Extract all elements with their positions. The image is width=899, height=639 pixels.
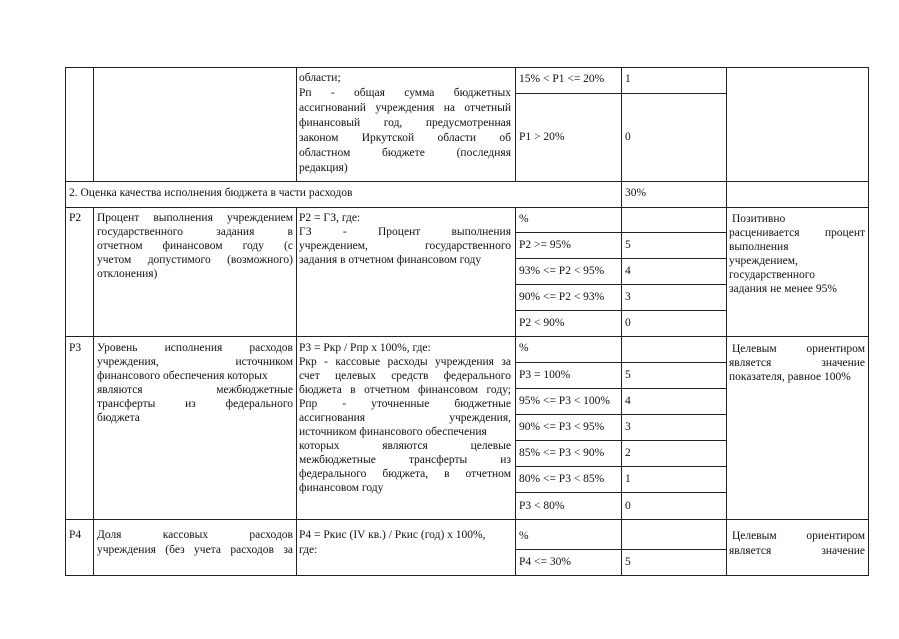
note-line: Целевым ориентиром bbox=[732, 343, 865, 355]
table-border-bottom bbox=[65, 575, 869, 576]
formula-line: Р2 = ГЗ, где: bbox=[299, 212, 361, 224]
note-line: является значение bbox=[729, 545, 865, 557]
grid-line bbox=[515, 284, 727, 285]
note-line: Позитивно bbox=[732, 213, 786, 225]
grid-line bbox=[296, 336, 297, 520]
note-line: является значение bbox=[729, 357, 865, 369]
grid-line bbox=[296, 519, 297, 576]
formula-line: счет целевых средств федерального bbox=[299, 370, 511, 382]
condition-points: 1 bbox=[625, 73, 631, 85]
grid-line bbox=[65, 207, 869, 208]
unit-label: % bbox=[519, 213, 529, 225]
grid-line bbox=[621, 519, 622, 576]
name-line: Доля кассовых расходов bbox=[97, 529, 293, 541]
name-line: бюджета bbox=[97, 412, 140, 424]
note-line: задания не менее 95% bbox=[729, 283, 837, 295]
condition-range: P3 = 100% bbox=[519, 369, 571, 381]
condition-range: P2 >= 95% bbox=[519, 239, 571, 251]
condition-range: P3 < 80% bbox=[519, 500, 565, 512]
grid-line bbox=[93, 67, 94, 181]
grid-line bbox=[515, 519, 516, 576]
formula-line: Ркр - кассовые расходы учреждения за bbox=[299, 356, 511, 368]
condition-range: 80% <= P3 < 85% bbox=[519, 473, 605, 485]
name-line: отклонения) bbox=[97, 268, 158, 280]
table-border-left bbox=[65, 67, 66, 576]
formula-line: Рп - общая сумма бюджетных bbox=[299, 87, 511, 99]
condition-points: 3 bbox=[625, 291, 631, 303]
note-line: учреждением, bbox=[729, 255, 798, 267]
formula-line: бюджета в отчетном финансовом году; bbox=[299, 384, 511, 396]
grid-line bbox=[515, 310, 727, 311]
condition-points: 0 bbox=[625, 317, 631, 329]
grid-line bbox=[515, 440, 727, 441]
formula-line: которых являются целевые bbox=[299, 440, 511, 452]
grid-line bbox=[621, 207, 622, 337]
formula-line: учреждением, государственного bbox=[299, 240, 511, 252]
grid-line bbox=[515, 549, 727, 550]
condition-range: 90% <= P2 < 93% bbox=[519, 291, 605, 303]
note-line: расценивается процент bbox=[729, 227, 865, 239]
condition-range: P4 <= 30% bbox=[519, 556, 571, 568]
condition-points: 4 bbox=[625, 265, 631, 277]
formula-line: Рпр - уточненные бюджетные bbox=[299, 398, 511, 410]
formula-line: финансовом году bbox=[299, 482, 384, 494]
condition-points: 5 bbox=[625, 239, 631, 251]
grid-line bbox=[726, 207, 727, 337]
grid-line bbox=[65, 519, 869, 520]
condition-points: 4 bbox=[625, 395, 631, 407]
formula-line: ассигнований учреждения на отчетный bbox=[299, 102, 511, 114]
grid-line bbox=[621, 67, 622, 181]
grid-line bbox=[621, 181, 622, 208]
name-line: отчетном финансовом году (с bbox=[97, 240, 293, 252]
condition-points: 0 bbox=[625, 500, 631, 512]
formula-line: где: bbox=[299, 544, 318, 556]
grid-line bbox=[515, 93, 727, 94]
unit-label: % bbox=[519, 342, 529, 354]
indicator-code: Р3 bbox=[69, 342, 82, 354]
grid-line bbox=[726, 181, 727, 208]
indicator-code: Р2 bbox=[69, 212, 82, 224]
formula-line: федерального бюджета, в отчетном bbox=[299, 468, 511, 480]
condition-range: P2 < 90% bbox=[519, 317, 565, 329]
name-line: Процент выполнения учреждением bbox=[97, 212, 293, 224]
formula-line: Р4 = Ркис (IV кв.) / Ркис (год) х 100%, bbox=[299, 529, 486, 541]
grid-line bbox=[93, 519, 94, 576]
name-line: учетом допустимого (возможного) bbox=[97, 254, 293, 266]
name-line: Уровень исполнения расходов bbox=[97, 342, 293, 354]
grid-line bbox=[515, 207, 516, 337]
name-line: финансового обеспечения которых bbox=[97, 370, 268, 382]
note-line: выполнения bbox=[729, 241, 789, 253]
table-border-top bbox=[65, 67, 869, 68]
formula-line: ассигнования учреждения, bbox=[299, 412, 511, 424]
grid-line bbox=[93, 207, 94, 337]
grid-line bbox=[515, 258, 727, 259]
formula-line: области; bbox=[299, 72, 341, 84]
grid-line bbox=[515, 67, 516, 181]
indicator-code: Р4 bbox=[69, 529, 82, 541]
formula-line: редакция) bbox=[299, 162, 348, 174]
table-border-right bbox=[868, 67, 869, 576]
condition-range: 90% <= P3 < 95% bbox=[519, 421, 605, 433]
formula-line: Р3 = Ркр / Рпр х 100%, где: bbox=[299, 342, 431, 354]
condition-range: P1 > 20% bbox=[519, 131, 565, 143]
name-line: трансферты из федерального bbox=[97, 398, 293, 410]
grid-line bbox=[93, 336, 94, 520]
grid-line bbox=[515, 466, 727, 467]
grid-line bbox=[726, 519, 727, 576]
grid-line bbox=[515, 362, 727, 363]
condition-points: 5 bbox=[625, 369, 631, 381]
unit-label: % bbox=[519, 530, 529, 542]
note-line: Целевым ориентиром bbox=[732, 530, 865, 542]
condition-range: 95% <= P3 < 100% bbox=[519, 395, 611, 407]
grid-line bbox=[515, 388, 727, 389]
name-line: государственного задания в bbox=[97, 226, 293, 238]
name-line: являются межбюджетные bbox=[97, 384, 293, 396]
section-title: 2. Оценка качества исполнения бюджета в части расходов bbox=[69, 187, 353, 199]
formula-line: задания в отчетном финансовом году bbox=[299, 254, 482, 266]
grid-line bbox=[515, 232, 727, 233]
formula-line: межбюджетные трансферты из bbox=[299, 454, 511, 466]
formula-line: ГЗ - Процент выполнения bbox=[299, 226, 511, 238]
section-weight: 30% bbox=[625, 187, 647, 199]
condition-points: 2 bbox=[625, 447, 631, 459]
grid-line bbox=[296, 67, 297, 181]
formula-line: источником финансового обеспечения bbox=[299, 426, 487, 438]
grid-line bbox=[65, 336, 869, 337]
grid-line bbox=[726, 67, 727, 181]
name-line: учреждения, источником bbox=[97, 356, 293, 368]
condition-range: 15% < P1 <= 20% bbox=[519, 73, 605, 85]
condition-points: 1 bbox=[625, 473, 631, 485]
name-line: учреждения (без учета расходов за bbox=[97, 544, 293, 556]
condition-points: 5 bbox=[625, 556, 631, 568]
note-line: показателя, равное 100% bbox=[729, 371, 851, 383]
grid-line bbox=[515, 414, 727, 415]
grid-line bbox=[515, 492, 727, 493]
condition-points: 0 bbox=[625, 131, 631, 143]
grid-line bbox=[296, 207, 297, 337]
formula-line: областном бюджете (последняя bbox=[299, 147, 511, 159]
grid-line bbox=[65, 181, 869, 182]
note-line: государственного bbox=[729, 269, 815, 281]
condition-points: 3 bbox=[625, 421, 631, 433]
condition-range: 93% <= P2 < 95% bbox=[519, 265, 605, 277]
formula-line: финансовый год, предусмотренная bbox=[299, 117, 511, 129]
condition-range: 85% <= P3 < 90% bbox=[519, 447, 605, 459]
formula-line: законом Иркутской области об bbox=[299, 132, 511, 144]
